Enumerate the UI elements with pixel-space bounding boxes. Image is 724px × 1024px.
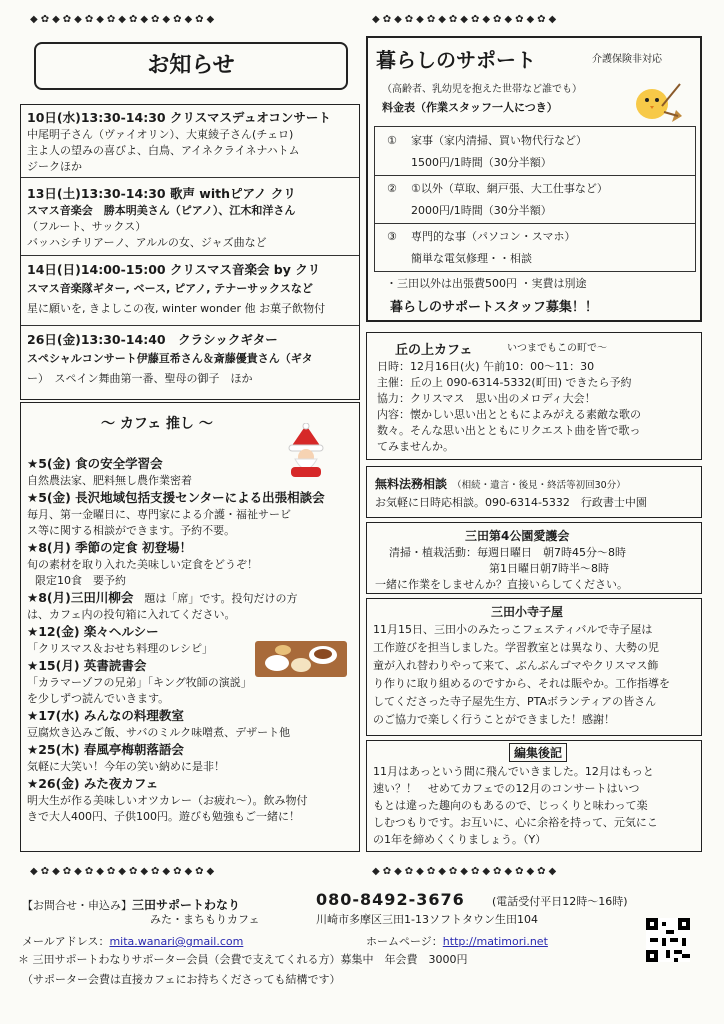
homepage-label: ホームページ： [366, 935, 443, 948]
cafe-box [20, 402, 360, 852]
event-line: スペシャルコンサート伊藤亘希さん＆斎藤優貴さん（ギタ [27, 352, 313, 365]
org-name: 三田サポートわなり [132, 898, 241, 912]
cafe-item-heading: ★15(月) 英書読書会 [27, 658, 147, 673]
event-line: バッハシチリアーノ、アルルの女、ジャズ曲など [27, 236, 267, 249]
cafe-item-line: 旬の素材を取り入れた美味しい定食をどうぞ！ [27, 558, 258, 571]
fee-row-price: 2000円/1時間（30分半額） [411, 204, 552, 217]
legal-title-note: （相続・遺言・後見・終活等初回30分） [452, 480, 626, 491]
fee-row-desc: ①以外（草取、網戸張、大工仕事など） [411, 182, 608, 195]
park-box [366, 522, 702, 594]
fee-row-price: 簡単な電気修理・・相談 [411, 252, 532, 265]
cafe-item-line: 限定10食 要予約 [35, 574, 126, 587]
editor-box [366, 740, 702, 852]
fee-table [374, 126, 696, 272]
top-decoration-left: ◆✿◆✿◆✿◆✿◆✿◆✿◆✿◆✿◆ [30, 14, 218, 25]
address: 川崎市多摩区三田1-13ソフトタウン生田104 [316, 913, 538, 926]
legal-title: 無料法務相談 [375, 477, 448, 491]
top-decoration-right: ◆✿◆✿◆✿◆✿◆✿◆✿◆✿◆✿◆ [372, 14, 560, 25]
park-line: 一緒に作業をしませんか？直接いらしてください。 [375, 578, 628, 591]
homepage-link[interactable]: http://matimori.net [442, 935, 548, 948]
oka-cafe-box [366, 332, 702, 460]
terakoya-box [366, 598, 702, 736]
notice-title-box [34, 42, 348, 90]
editor-title: 編集後記 [509, 743, 567, 762]
event-26 [27, 331, 313, 389]
oka-cafe-line: 主催：丘の上 090-6314-5332(町田) できたら予約 [377, 376, 632, 389]
event-10 [27, 109, 331, 175]
terakoya-line: のご協力で楽しく行うことができました！感謝！ [373, 713, 615, 726]
editor-line: の1年を締めくくりましょう。（Y） [373, 833, 547, 846]
cafe-item-line: ス等に関する相談ができます。予約不要。 [27, 524, 236, 537]
cafe-item-heading: ★17(水) みんなの料理教室 [27, 708, 184, 723]
editor-line: 速い？！ せめてカフェでの12月のコンサートはいつ [373, 782, 640, 795]
terakoya-title: 三田小寺子屋 [491, 605, 564, 619]
chick-broom-icon [632, 76, 684, 126]
event-line: ー） スペイン舞曲第一番、聖母の御子 ほか [27, 372, 253, 385]
qr-code [646, 918, 690, 962]
mail-label: メールアドレス： [22, 935, 110, 948]
cafe-item-heading: ★26(金) みた夜カフェ [27, 776, 159, 791]
event-line: 星に願いを, きよしこの夜, winter wonder 他 お菓子飲物付 [27, 302, 326, 315]
cafe-item-line: 「カラマーゾフの兄弟」「キング牧師の演説」 [27, 676, 252, 689]
terakoya-line: 童が入れ替わりやって来て、ぶんぶんゴマやクリスマス飾 [373, 659, 659, 672]
editor-line: 11月はあっという間に飛んでいきました。12月はもっと [373, 765, 654, 778]
oka-cafe-line: 日時：12月16日(火) 午前10：00～11：30 [377, 360, 595, 373]
editor-line: しむつもりです。お互いに、心に余裕を持って、元気にこ [373, 816, 658, 829]
fee-row-desc: 家事（家内清掃、買い物代行など） [411, 134, 587, 147]
cafe-item-heading: ★25(木) 春風亭梅朝落語会 [27, 742, 184, 757]
event-line: 中尾明子さん（ヴァイオリン）、大東綾子さん(チェロ) [27, 128, 294, 141]
event-line: スマス音楽隊ギター, ベース, ピアノ, テナーサックスなど [27, 282, 313, 295]
cafe-item-heading: ★8(月) 季節の定食 初登場！ [27, 540, 193, 555]
event-14 [27, 261, 325, 319]
editor-line: もとは違った趣向のもあるので、じっくりと味わって楽 [373, 799, 648, 812]
event-heading: 13日(土)13:30-14:30 歌声 withピアノ クリ [27, 186, 296, 201]
oka-cafe-line: 協力：クリスマス 思い出のメロディ大会！ [377, 392, 596, 405]
cafe-item-line: きで大人400円、子供100円。遊びも勉強もご一緒に！ [27, 810, 300, 823]
support-title: 暮らしのサポート [376, 48, 536, 72]
park-line: 第1日曜日朝7時半～8時 [489, 562, 609, 575]
event-line: （フルート、サックス） [27, 220, 147, 233]
cafe-item-line: は、カフェ内の投句箱に入れてください。 [27, 608, 236, 621]
event-line: ジークほか [27, 160, 82, 173]
terakoya-line: 工作遊びを担当しました。学習教室とは異なり、大勢の児 [373, 641, 659, 654]
support-box [366, 36, 702, 322]
oka-cafe-subtitle: いつまでもこの町で～ [507, 343, 607, 354]
park-line: 清掃・植栽活動：毎週日曜日 朝7時45分～8時 [389, 546, 626, 559]
phone-number: 080-8492-3676 [316, 890, 465, 909]
cafe-item-line: を少しずつ読んでいきます。 [27, 692, 170, 705]
fee-row-number: ② [387, 182, 397, 195]
event-line: 主よ人の望みの喜びよ、白鳥、アイネクライネナハトム [27, 144, 300, 157]
fee-row-price: 1500円/1時間（30分半額） [411, 156, 552, 169]
cafe-item-line: 自然農法家、肥料無し農作業密着 [27, 474, 192, 487]
cafe-item-heading: ★8(月)三田川柳会 [27, 590, 134, 605]
oka-cafe-line: 内容：懐かしい思い出とともによみがえる素敵な歌の [377, 408, 641, 421]
fee-row-number: ① [387, 134, 397, 147]
fee-label: 料金表（作業スタッフ一人につき） [382, 101, 558, 114]
contact-label: 【お問合せ・申込み】 [22, 899, 132, 912]
cafe-item-line: 毎月、第一金曜日に、専門家による介護・福祉サービ [27, 508, 291, 521]
member-note: （サポーター会費は直接カフェにお持ちくださっても結構です） [22, 973, 341, 986]
phone-note: (電話受付平日12時～16時) [492, 895, 628, 908]
cafe-list [27, 455, 325, 825]
cafe-item-heading: ★12(金) 楽々ヘルシー [27, 624, 159, 639]
event-13 [27, 185, 296, 251]
support-extra: ・三田以外は出張費500円 ・実費は別途 [386, 277, 587, 290]
terakoya-line: 11月15日、三田小のみたっこフェスティバルで寺子屋は [373, 623, 653, 636]
fee-row-desc: 専門的な事（パソコン・スマホ） [411, 230, 576, 243]
mail-link[interactable]: mita.wanari@gmail.com [109, 935, 244, 948]
cafe-item-heading: ★5(金) 長沢地域包括支援センターによる出張相談会 [27, 490, 325, 505]
cafe-name: みた・まちもりカフェ [150, 913, 260, 926]
cafe-title: ～ カフェ 推し ～ [101, 416, 213, 432]
cafe-item-line: 題は「席」です。投句だけの方 [133, 592, 298, 605]
event-heading: 10日(水)13:30-14:30 クリスマスデュオコンサート [27, 110, 331, 125]
cafe-item-heading: ★5(金) 食の安全学習会 [27, 456, 163, 471]
notice-title: お知らせ [147, 53, 235, 78]
member-recruit: ＊ 三田サポートわなりサポーター会員（会費で支えてくれる方）募集中 年会費 3000円 [18, 953, 468, 966]
park-title: 三田第4公園愛護会 [465, 529, 570, 543]
legal-box [366, 466, 702, 518]
support-note: 介護保険非対応 [592, 54, 662, 65]
bottom-decoration-left: ◆✿◆✿◆✿◆✿◆✿◆✿◆✿◆✿◆ [30, 866, 218, 877]
cafe-item-line: 「クリスマス＆おせち料理のレシピ」 [27, 642, 213, 655]
cafe-item-line: 豆腐炊き込みご飯、サバのミルク味噌煮、デザート他 [27, 726, 291, 739]
event-line: スマス音楽会 勝本明美さん（ピアノ）、江木和洋さん [27, 204, 296, 217]
terakoya-line: してくださった寺子屋先生方、PTAボランティアの皆さん [373, 695, 657, 708]
footer [14, 888, 714, 1018]
fee-row-number: ③ [387, 230, 397, 243]
bottom-decoration-right: ◆✿◆✿◆✿◆✿◆✿◆✿◆✿◆✿◆ [372, 866, 560, 877]
legal-line: お気軽に日時応相談。090-6314-5332 行政書士中園 [375, 496, 647, 509]
cafe-item-line: 気軽に大笑い！今年の笑い納めに是非！ [27, 760, 225, 773]
events-box [20, 104, 360, 400]
event-heading: 26日(金)13:30-14:40 クラシックギター [27, 332, 278, 347]
event-heading: 14日(日)14:00-15:00 クリスマス音楽会 by クリ [27, 262, 321, 277]
terakoya-line: り作りに取り組めるのですから、それは賑やか。工作指導を [373, 677, 670, 690]
oka-cafe-line: てみませんか。 [377, 440, 454, 453]
oka-cafe-line: 数々。そんな思い出とともにリクエスト曲を皆で歌っ [377, 424, 641, 437]
support-subtitle: （高齢者、乳幼児を抱えた世帯など誰でも） [382, 84, 582, 95]
oka-cafe-title: 丘の上カフェ [395, 343, 473, 358]
support-recruit: 暮らしのサポートスタッフ募集！！ [390, 300, 598, 315]
cafe-item-line: 明大生が作る美味しいオツカレー（お疲れ～）。飲み物付 [27, 794, 308, 807]
